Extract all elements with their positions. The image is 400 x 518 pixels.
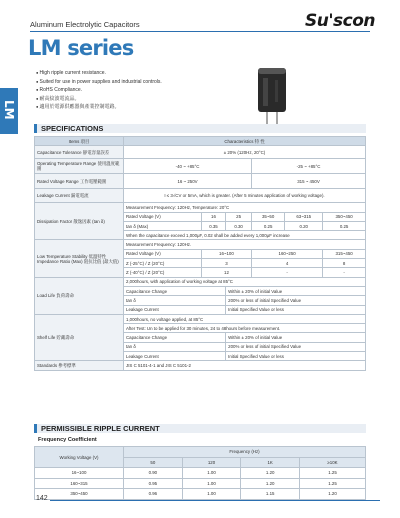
cell: 1.00 bbox=[182, 489, 241, 500]
table-header: Frequency (Hz) bbox=[124, 447, 366, 458]
table-row bbox=[35, 189, 366, 203]
cell: 1.25 bbox=[300, 468, 366, 479]
feature-item: ● RoHS Compliance. bbox=[36, 86, 162, 95]
row-label: Capacitance Tolerance 靜電容量誤差 bbox=[35, 146, 124, 159]
specifications-heading: SPECIFICATIONS bbox=[34, 124, 366, 133]
cell: tan δ bbox=[124, 296, 226, 305]
cell: 200% or less of initial Specified Value bbox=[226, 296, 366, 305]
frequency-coefficient-title: Frequency Coefficient bbox=[38, 437, 97, 443]
cell: 16~100 bbox=[35, 468, 124, 479]
cell: tan δ (Max) bbox=[124, 221, 202, 230]
row-label: Low Temperature Stability 低溫特性 Impedance Ratio (Max) 阻抗比值 (最大值) bbox=[35, 240, 124, 277]
cell: JIS C 5101-4-1 and JIS C 5101-2 bbox=[124, 361, 366, 370]
cell: 1.20 bbox=[241, 478, 300, 489]
brand-logo: Su'scon bbox=[305, 11, 376, 31]
table-row bbox=[35, 159, 366, 174]
table-header: 120 bbox=[182, 457, 241, 468]
cell: 0.30 bbox=[226, 221, 252, 230]
cell: 2,000hours, with application of working voltage at 85°C bbox=[124, 277, 366, 286]
cell: After Test: Un to be applied for 30 minutes, 24 to 48hours before measurement. bbox=[124, 324, 366, 333]
page-number: 142 bbox=[36, 495, 48, 502]
cell: Measurement Frequency: 120Hz. bbox=[124, 240, 366, 249]
row-label: Shelf Life 貯藏壽命 bbox=[35, 314, 124, 360]
cell: ± 20% (120Hz, 20°C) bbox=[124, 146, 366, 159]
cell: 315 ~ 450V bbox=[252, 174, 366, 189]
cell: 1.00 bbox=[182, 478, 241, 489]
cell: Z (-40°C) / Z (20°C) bbox=[124, 268, 202, 277]
cell: 0.95 bbox=[124, 478, 183, 489]
cell: - bbox=[323, 268, 366, 277]
table-row bbox=[35, 203, 366, 212]
cell: 4 bbox=[252, 259, 323, 268]
row-label: Operating Temperature Range 使用溫度範圍 bbox=[35, 159, 124, 174]
cell: 35~50 bbox=[252, 212, 285, 221]
feature-item: ● Suited for use in power supplies and industrial controls. bbox=[36, 78, 162, 87]
cell: 350~450 bbox=[35, 489, 124, 500]
cell: 25 bbox=[226, 212, 252, 221]
table-row bbox=[35, 468, 366, 479]
ripple-table bbox=[34, 446, 366, 500]
cell: 315~450 bbox=[323, 249, 366, 258]
row-label: Leakage Current 漏電電流 bbox=[35, 189, 124, 203]
header-divider bbox=[30, 31, 370, 32]
cell: Z (-25°C) / Z (20°C) bbox=[124, 259, 202, 268]
feature-item: ● 耐高紋波電流品。 bbox=[36, 95, 162, 104]
cell: 12 bbox=[201, 268, 251, 277]
cell: 0.20 bbox=[285, 221, 323, 230]
table-row bbox=[35, 447, 366, 458]
table-header: 1K bbox=[241, 457, 300, 468]
feature-list bbox=[36, 69, 162, 112]
table-header: 50 bbox=[124, 457, 183, 468]
cell: 1.20 bbox=[300, 489, 366, 500]
ripple-current-heading: PERMISSIBLE RIPPLE CURRENT bbox=[34, 424, 366, 433]
cell: Leakage Current bbox=[124, 352, 226, 361]
footer-divider bbox=[50, 500, 380, 501]
cell: 1.15 bbox=[241, 489, 300, 500]
cell: 0.90 bbox=[124, 468, 183, 479]
cell: When the capacitance exceed 1,000μF, 0.02 shall be added every 1,000μF increase bbox=[124, 231, 366, 240]
table-row bbox=[35, 146, 366, 159]
cell: Rated Voltage (V) bbox=[124, 249, 202, 258]
cell: 1.25 bbox=[300, 478, 366, 489]
feature-item: ● High ripple current resistance. bbox=[36, 69, 162, 78]
header-title: Aluminum Electrolytic Capacitors bbox=[30, 20, 140, 29]
cell: 0.35 bbox=[201, 221, 225, 230]
cell: Leakage Current bbox=[124, 305, 226, 314]
cell: I ≤ 3√CV or 5mA, which is greater. (After 5 minutes application of working voltage). bbox=[124, 189, 366, 203]
cell: 16 bbox=[201, 212, 225, 221]
table-row bbox=[35, 314, 366, 323]
cell: 200% or less of initial Specified Value bbox=[226, 342, 366, 351]
cell: 160~315 bbox=[35, 478, 124, 489]
cell: -25 ~ +85°C bbox=[252, 159, 366, 174]
table-row bbox=[35, 478, 366, 489]
cell: tan δ bbox=[124, 342, 226, 351]
cell: Measurement Frequency: 120Hz, Temperature: 20°C bbox=[124, 203, 366, 212]
cell: Initial Specified Value or less bbox=[226, 352, 366, 361]
cell: 16 ~ 250V bbox=[124, 174, 252, 189]
row-label: Standards 參考標準 bbox=[35, 361, 124, 370]
cell: 63~315 bbox=[285, 212, 323, 221]
table-row bbox=[35, 137, 366, 146]
cell: Within ± 20% of initial Value bbox=[226, 333, 366, 342]
cell: 3 bbox=[201, 259, 251, 268]
cell: 0.25 bbox=[323, 221, 366, 230]
table-header: Characteristics 特 性 bbox=[124, 137, 366, 146]
table-header: Items 項目 bbox=[35, 137, 124, 146]
row-label: Dissipation Factor 散逸因素 (tan δ) bbox=[35, 203, 124, 240]
table-row bbox=[35, 361, 366, 370]
row-label: Load Life 負荷壽命 bbox=[35, 277, 124, 314]
cell: 16~100 bbox=[201, 249, 251, 258]
cell: 160~250 bbox=[252, 249, 323, 258]
cell: Capacitance Change bbox=[124, 333, 226, 342]
capacitor-image bbox=[255, 66, 289, 126]
series-title: LM series bbox=[28, 36, 134, 60]
cell: Capacitance Change bbox=[124, 286, 226, 295]
table-row bbox=[35, 277, 366, 286]
cell: - bbox=[252, 268, 323, 277]
row-label: Rated Voltage Range 工作電壓範圍 bbox=[35, 174, 124, 189]
cell: Initial Specified Value or less bbox=[226, 305, 366, 314]
table-row bbox=[35, 174, 366, 189]
table-row bbox=[35, 489, 366, 500]
cell: 8 bbox=[323, 259, 366, 268]
specifications-table bbox=[34, 136, 366, 371]
cell: 0.25 bbox=[252, 221, 285, 230]
feature-item: ● 適用於電源供應器與產業控制電路。 bbox=[36, 103, 162, 112]
table-row bbox=[35, 240, 366, 249]
side-tab-label: LM bbox=[2, 100, 16, 120]
table-header: ≥10K bbox=[300, 457, 366, 468]
cell: Rated Voltage (V) bbox=[124, 212, 202, 221]
cell: 1.00 bbox=[182, 468, 241, 479]
cell: Within ± 20% of initial Value bbox=[226, 286, 366, 295]
cell: 1,000hours, no voltage applied, at 85°C bbox=[124, 314, 366, 323]
cell: 1.20 bbox=[241, 468, 300, 479]
cell: 350~450 bbox=[323, 212, 366, 221]
cell: -40 ~ +85°C bbox=[124, 159, 252, 174]
cell: 0.96 bbox=[124, 489, 183, 500]
table-header: Working Voltage (V) bbox=[35, 447, 124, 468]
